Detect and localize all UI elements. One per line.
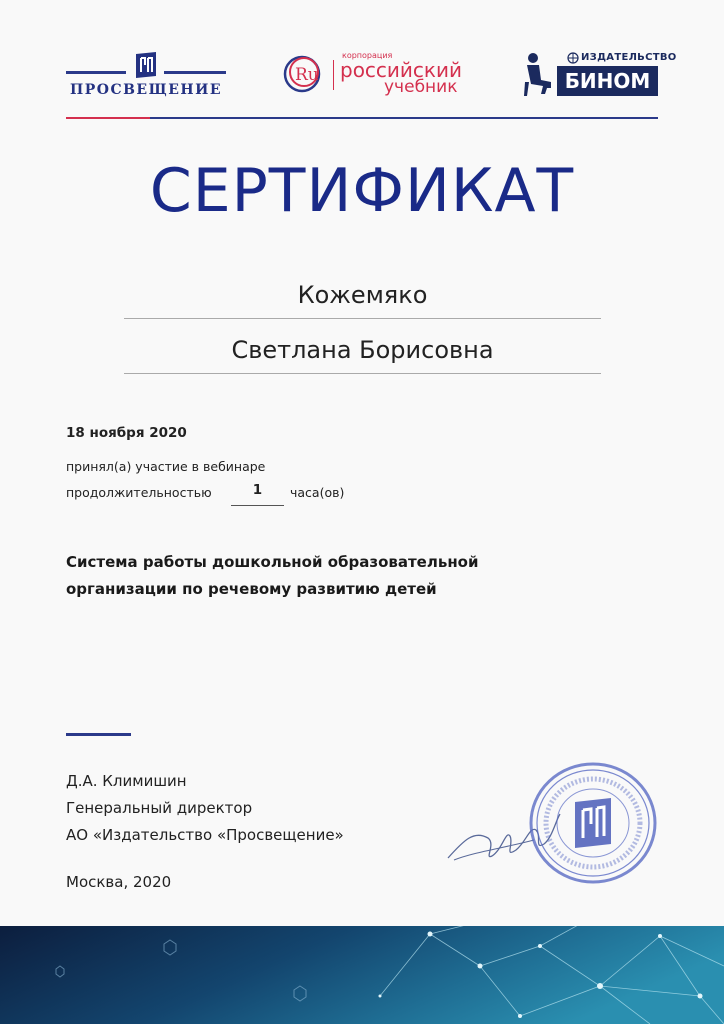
given-names: Светлана Борисовна bbox=[231, 336, 494, 364]
russian-textbook-logo bbox=[282, 52, 482, 100]
header-divider-accent bbox=[66, 117, 150, 119]
logo-separator bbox=[333, 60, 334, 90]
seated-figure-icon bbox=[523, 52, 555, 98]
surname: Кожемяко bbox=[297, 281, 428, 309]
logo-bar-left bbox=[66, 71, 126, 74]
publisher-label: ИЗДАТЕЛЬСТВО bbox=[581, 52, 677, 63]
logo-line2: учебник bbox=[384, 77, 458, 97]
decorative-network-footer bbox=[0, 926, 724, 1024]
binom-logo bbox=[523, 52, 677, 100]
official-stamp bbox=[527, 760, 659, 886]
webinar-topic-line1: Система работы дошкольной образовательной bbox=[66, 553, 479, 571]
ru-circle-icon bbox=[282, 54, 326, 94]
surname-underline bbox=[124, 318, 601, 319]
event-date: 18 ноября 2020 bbox=[66, 425, 187, 441]
prosveshchenie-emblem-icon bbox=[134, 52, 158, 78]
logo-bar-right bbox=[164, 71, 226, 74]
duration-value: 1 bbox=[252, 482, 263, 498]
signatory-organization: АО «Издательство «Просвещение» bbox=[66, 826, 344, 844]
duration-underline bbox=[231, 505, 284, 506]
prosveshchenie-logo-text: ПРОСВЕЩЕНИЕ bbox=[70, 82, 222, 98]
binom-wordmark: БИНОМ bbox=[557, 66, 658, 96]
duration-unit: часа(ов) bbox=[290, 485, 345, 500]
prosveshchenie-logo bbox=[66, 52, 226, 112]
duration-label: продолжительностью bbox=[66, 485, 212, 500]
logo-line1: российский bbox=[340, 58, 462, 82]
header-divider bbox=[66, 117, 658, 119]
logo-corporation-label: корпорация bbox=[342, 51, 393, 60]
issue-place-year: Москва, 2020 bbox=[66, 873, 172, 891]
given-names-underline bbox=[124, 373, 601, 374]
webinar-topic-line2: организации по речевому развитию детей bbox=[66, 580, 437, 598]
signature-divider bbox=[66, 733, 131, 736]
participation-text: принял(а) участие в вебинаре bbox=[66, 459, 266, 474]
signatory-position: Генеральный директор bbox=[66, 799, 253, 817]
signatory-name: Д.А. Климишин bbox=[66, 772, 187, 790]
svg-text:Ru: Ru bbox=[295, 65, 319, 85]
globe-icon bbox=[567, 52, 579, 64]
certificate-title: СЕРТИФИКАТ bbox=[149, 156, 575, 226]
